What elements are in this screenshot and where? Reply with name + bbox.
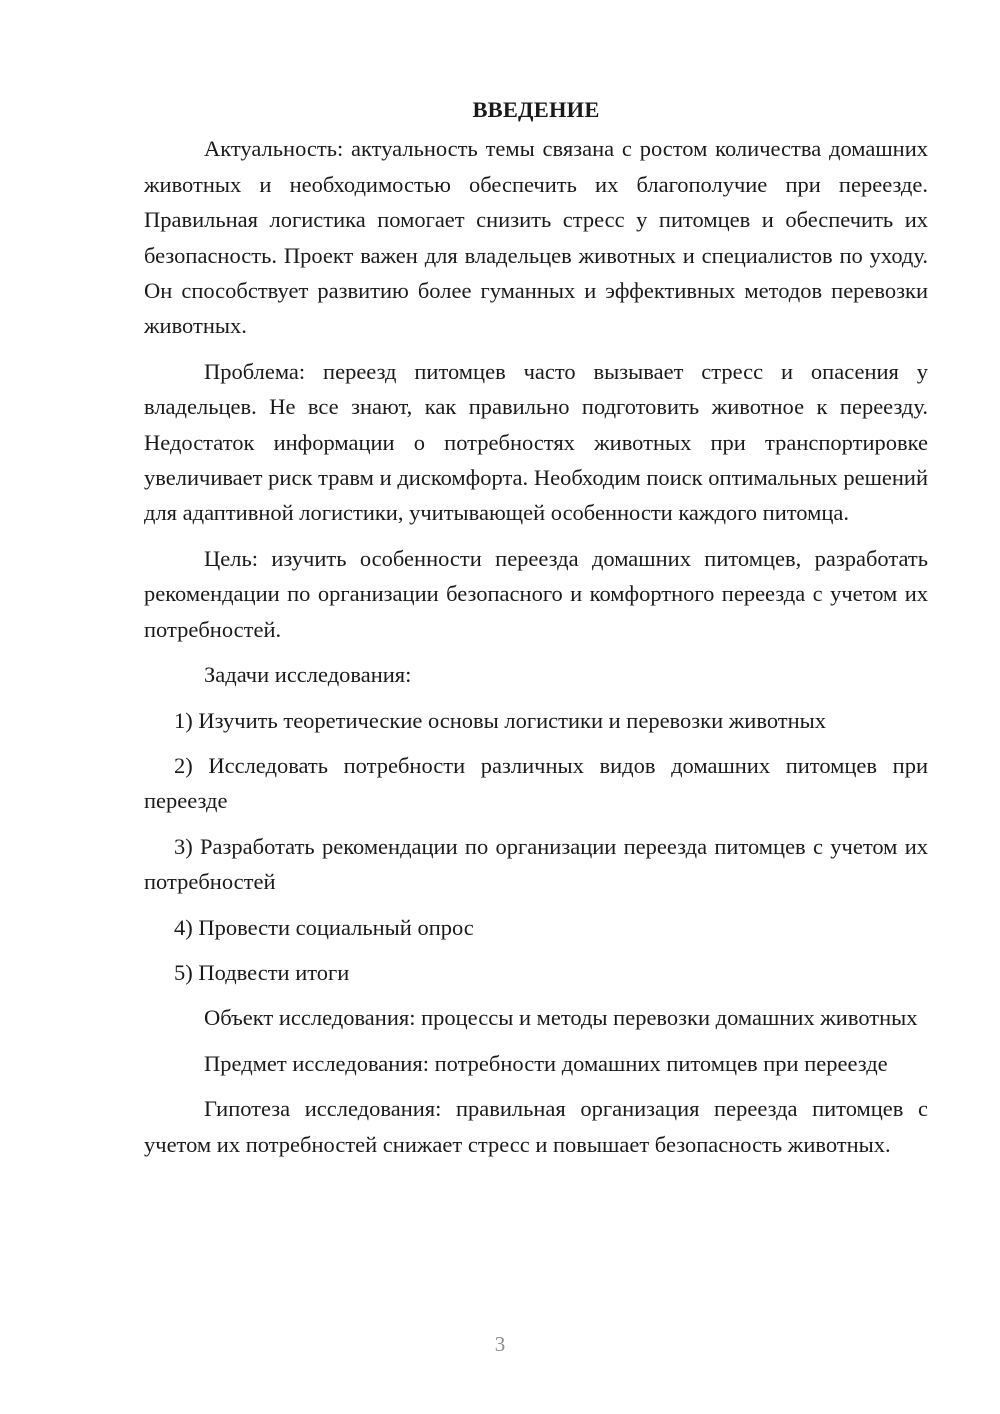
page-number: 3 [494,1332,506,1356]
task-item-5: 5) Подвести итоги [174,959,350,985]
page-title: ВВЕДЕНИЕ [472,97,600,122]
task-item-3: 3) Разработать рекомендации по организации переезда питомцев с учетом их потребностей [144,833,928,895]
task-item-4: 4) Провести социальный опрос [174,914,474,940]
hypothesis-paragraph: Гипотеза исследования: правильная организация переезда питомцев с учетом их потребностей снижает стресс и повышает безопасность животных. [144,1096,928,1157]
relevance-paragraph: Актуальность: актуальность темы связана с ростом количества домашних животных и необходимостью обеспечить их благополучие при переезде. Правильная логистика помогает снизить стресс у питомцев и обеспечить их безопасность. Проект важен для владельцев животных и специалистов по уходу. Он способствует развитию более гуманных и эффективных методов перевозки животных. [144,136,928,339]
object-paragraph: Объект исследования: процессы и методы перевозки домашних животных [204,1005,918,1031]
tasks-heading: Задачи исследования: [204,662,412,688]
task-item-2: 2) Исследовать потребности различных видов домашних питомцев при переезде [144,752,928,814]
subject-paragraph: Предмет исследования: потребности домашних питомцев при переезде [204,1050,888,1076]
document-page [144,92,928,1172]
problem-paragraph: Проблема: переезд питомцев часто вызывает стресс и опасения у владельцев. Не все знают, как правильно подготовить животное к переезду. Недостаток информации о потребностях животных при транспортировке увеличивает риск травм и дискомфорта. Необходим поиск оптимальных решений для адаптивной логистики, учитывающей особенности каждого питомца. [144,358,928,526]
task-item-1: 1) Изучить теоретические основы логистики и перевозки животных [174,707,827,733]
goal-paragraph: Цель: изучить особенности переезда домашних питомцев, разработать рекомендации по организации безопасного и комфортного переезда с учетом их потребностей. [144,545,928,642]
